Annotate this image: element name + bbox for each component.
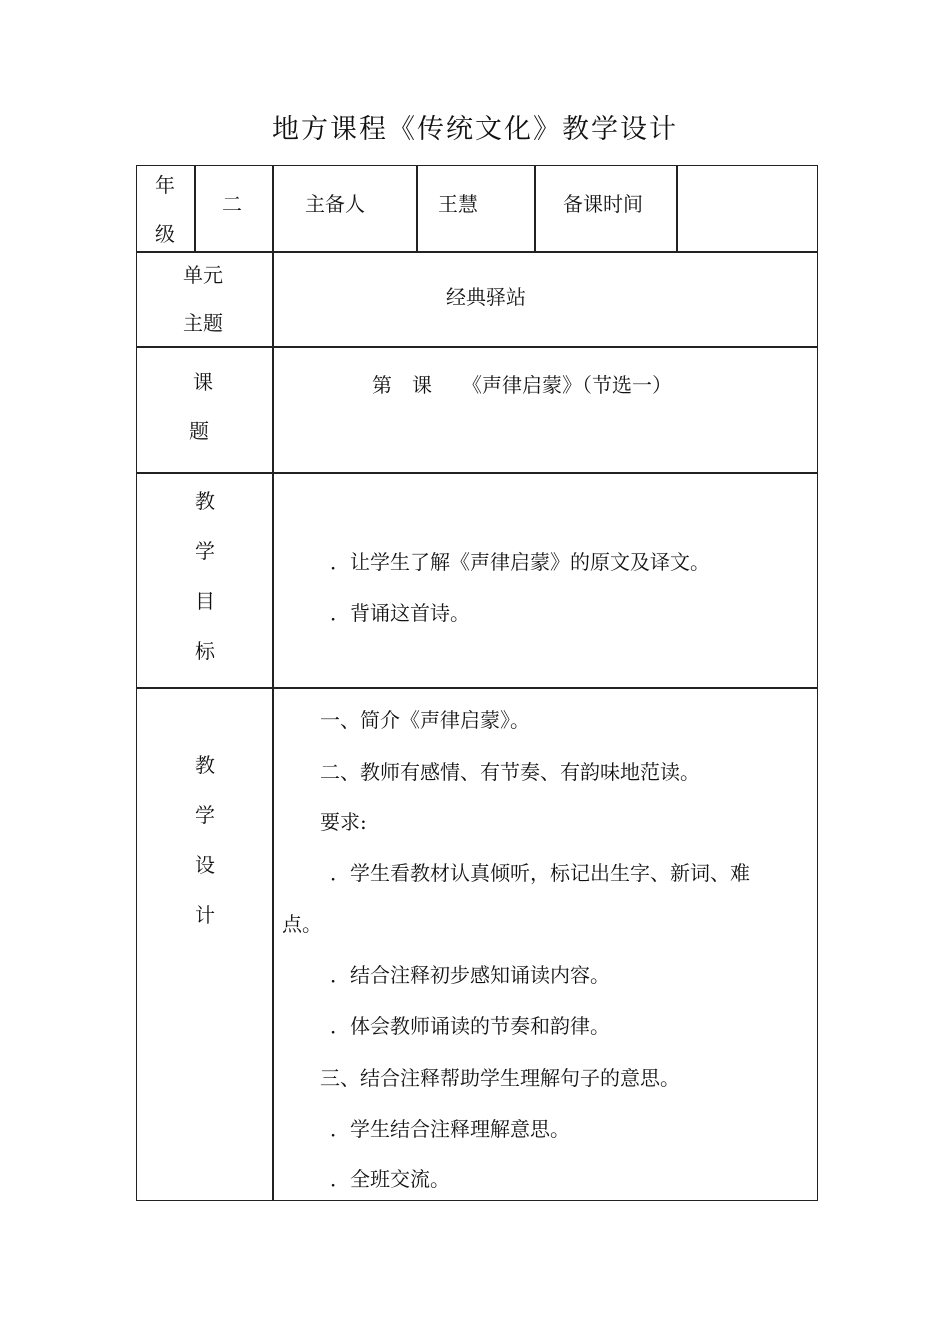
- teaching-goals-label: 教: [195, 489, 215, 513]
- row-divider: [136, 472, 818, 474]
- goal-item: ．背诵这首诗。: [330, 601, 470, 625]
- grade-label: 年: [155, 173, 175, 197]
- row-divider: [136, 251, 818, 253]
- design-step: 三、结合注释帮助学生理解句子的意思。: [320, 1066, 680, 1090]
- design-item: ．结合注释初步感知诵读内容。: [330, 963, 610, 987]
- design-step: 二、教师有感情、有节奏、有韵味地范读。: [320, 760, 700, 784]
- lesson-title-value: 第 课 《声律启蒙》（节选一）: [372, 373, 672, 397]
- unit-theme-value: 经典驿站: [446, 285, 526, 309]
- unit-theme-label: 单元: [183, 263, 223, 287]
- lesson-title-label: 题: [189, 419, 209, 443]
- design-item: ．全班交流。: [330, 1167, 450, 1191]
- design-item: ．体会教师诵读的节奏和韵律。: [330, 1014, 610, 1038]
- teaching-design-label: 计: [195, 903, 215, 927]
- column-divider: [194, 165, 196, 252]
- teaching-design-label: 学: [195, 803, 215, 827]
- unit-theme-label: 主题: [183, 311, 223, 335]
- design-item: ．学生看教材认真倾听，标记出生字、新词、难: [330, 861, 750, 885]
- teaching-goals-label: 标: [195, 639, 215, 663]
- design-step: 一、简介《声律启蒙》。: [320, 708, 530, 732]
- grade-label: 级: [155, 222, 175, 246]
- design-requirement-heading: 要求:: [320, 810, 367, 834]
- page-title: 地方课程《传统文化》教学设计: [272, 114, 678, 145]
- design-item: ．学生结合注释理解意思。: [330, 1117, 570, 1141]
- prep-time-label: 备课时间: [563, 192, 643, 216]
- lesson-plan-table: [136, 165, 818, 1201]
- column-divider: [534, 165, 536, 252]
- teaching-design-label: 设: [195, 853, 215, 877]
- lesson-title-label: 课: [193, 370, 213, 394]
- column-divider: [416, 165, 418, 252]
- goal-item: ．让学生了解《声律启蒙》的原文及译文。: [330, 550, 710, 574]
- design-item-continuation: 点。: [282, 912, 322, 936]
- grade-value: 二: [222, 192, 242, 216]
- column-divider: [272, 165, 274, 1201]
- teaching-design-label: 教: [195, 753, 215, 777]
- teaching-goals-label: 学: [195, 539, 215, 563]
- preparer-label: 主备人: [305, 192, 365, 216]
- row-divider: [136, 346, 818, 348]
- preparer-value: 王慧: [438, 192, 478, 216]
- row-divider: [136, 687, 818, 689]
- teaching-goals-label: 目: [195, 589, 215, 613]
- column-divider: [676, 165, 678, 252]
